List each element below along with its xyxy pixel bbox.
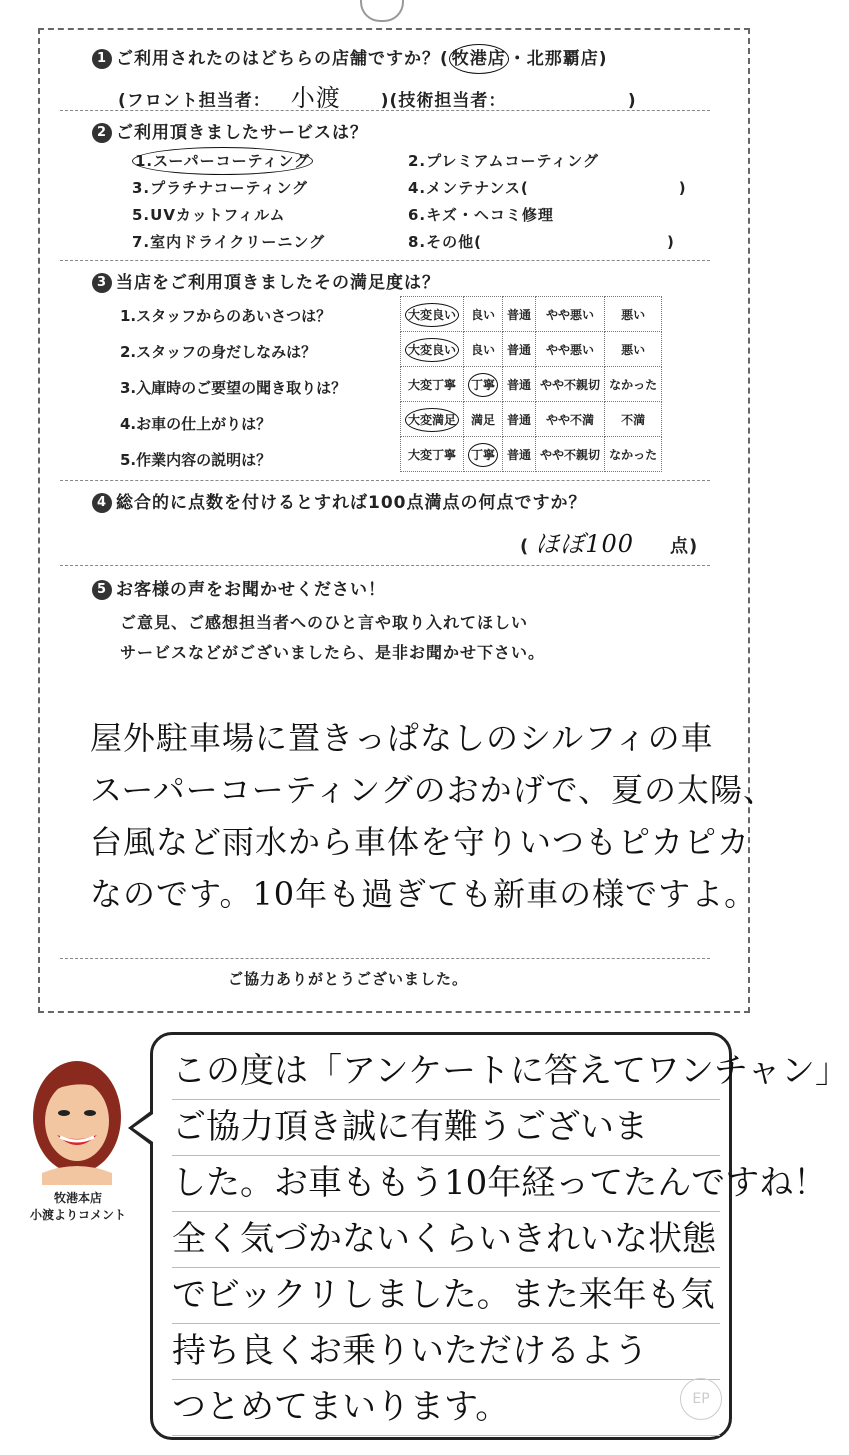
voice-line: スーパーコーティングのおかげで、夏の太陽、: [90, 771, 776, 809]
divider: [60, 480, 710, 481]
q2-title: 2 ご利用頂きましたサービスは？: [92, 118, 368, 143]
satisfaction-option: 普通: [503, 367, 536, 402]
satisfaction-option: 不満: [605, 402, 662, 437]
satisfaction-option: やや不親切: [536, 367, 605, 402]
q4-title: 4 総合的に点数を付けるとすれば100点満点の何点ですか？: [92, 488, 587, 513]
satisfaction-option: 普通: [503, 297, 536, 332]
staff-avatar: [22, 1055, 132, 1185]
q3-row-label: 2.スタッフの身だしなみは？: [120, 343, 317, 361]
voice-line: 屋外駐車場に置きっぱなしのシルフィの車: [90, 719, 714, 757]
satisfaction-option: 普通: [503, 332, 536, 367]
satisfaction-option: 大変満足: [401, 402, 464, 437]
q3-row-label: 1.スタッフからのあいさつは？: [120, 307, 332, 325]
voice-line: 台風など雨水から車体を守りいつもピカピカ: [90, 823, 751, 861]
satisfaction-option: なかった: [605, 367, 662, 402]
satisfaction-row: [401, 297, 662, 332]
thanks-text: ご協力ありがとうございました。: [228, 970, 469, 988]
q5-instructions-2: サービスなどがございましたら、是非お聞かせ下さい。: [120, 643, 546, 662]
front-staff-value: 小渡: [290, 84, 341, 112]
q3-row-label: 5.作業内容の説明は？: [120, 451, 272, 469]
q2-item-4: 4.メンテナンス( ): [408, 179, 687, 197]
ep-stamp: EP: [680, 1378, 722, 1420]
q5-title: 5 お客様の声をお聞かせください！: [92, 575, 386, 600]
comment-line: した。お車ももう10年経ってたんですね！: [172, 1156, 720, 1212]
divider: [60, 110, 710, 111]
satisfaction-option: やや悪い: [536, 332, 605, 367]
comment-line: ご協力頂き誠に有難うございま: [172, 1100, 720, 1156]
satisfaction-option: 大変丁寧: [401, 367, 464, 402]
satisfaction-option: 悪い: [605, 297, 662, 332]
satisfaction-option: 良い: [464, 297, 503, 332]
comment-line: 全く気づかないくらいきれいな状態: [172, 1212, 720, 1268]
score-value: ほぼ100: [535, 530, 635, 558]
q1-staff-line: (フロント担当者： 小渡 )(技術担当者： ): [118, 84, 637, 112]
q4-answer: ( ほぼ100 点): [520, 530, 699, 558]
q5-instructions-1: ご意見、ご感想担当者へのひと言や取り入れてほしい: [120, 613, 529, 632]
q2-item-2: 2.プレミアムコーティング: [408, 152, 599, 170]
q2-item-6: 6.キズ・ヘコミ修理: [408, 206, 554, 224]
q2-item-5: 5.UVカットフィルム: [132, 206, 286, 224]
satisfaction-option: 大変良い: [401, 297, 464, 332]
bubble-tail: [128, 1110, 152, 1146]
q3-title: 3 当店をご利用頂きましたその満足度は？: [92, 268, 440, 293]
satisfaction-option: 大変丁寧: [401, 437, 464, 472]
comment-line: 持ち良くお乗りいただけるよう: [172, 1324, 720, 1380]
satisfaction-option: やや不親切: [536, 437, 605, 472]
comment-line: この度は「アンケートに答えてワンチャン」: [172, 1044, 720, 1100]
satisfaction-option: やや不満: [536, 402, 605, 437]
satisfaction-row: [401, 332, 662, 367]
comment-line: つとめてまいります。: [172, 1380, 720, 1436]
satisfaction-option: 普通: [503, 402, 536, 437]
q1-store-selected: 牧港店: [449, 44, 509, 74]
satisfaction-option: 良い: [464, 332, 503, 367]
satisfaction-option: やや悪い: [536, 297, 605, 332]
satisfaction-option: 丁寧: [464, 437, 503, 472]
voice-line: なのです。10年も過ぎても新車の様ですよ。: [90, 875, 758, 913]
q2-item-1: 1.スーパーコーティング: [132, 150, 313, 171]
satisfaction-option: 悪い: [605, 332, 662, 367]
divider: [60, 958, 710, 959]
satisfaction-row: [401, 367, 662, 402]
q2-item-8: 8.その他( ): [408, 233, 675, 251]
q2-item-7: 7.室内ドライクリーニング: [132, 233, 326, 251]
q3-row-label: 4.お車の仕上がりは？: [120, 415, 272, 433]
q1-line: 1 ご利用されたのはどちらの店舗ですか？( 牧港店 ・北那覇店): [92, 44, 608, 69]
satisfaction-option: 丁寧: [464, 367, 503, 402]
divider: [60, 565, 710, 566]
satisfaction-option: 大変良い: [401, 332, 464, 367]
satisfaction-option: なかった: [605, 437, 662, 472]
divider: [60, 260, 710, 261]
q3-row-label: 3.入庫時のご要望の聞き取りは？: [120, 379, 347, 397]
staff-signature: 牧港本店 小渡よりコメント: [29, 1191, 126, 1222]
customer-voice: [90, 712, 776, 920]
paper-clip: [360, 0, 404, 22]
satisfaction-table: [400, 296, 662, 472]
satisfaction-row: [401, 437, 662, 472]
comment-line: でビックリしました。また来年も気: [172, 1268, 720, 1324]
satisfaction-row: [401, 402, 662, 437]
satisfaction-option: 満足: [464, 402, 503, 437]
q1-number: 1: [92, 49, 112, 69]
staff-comment: [172, 1044, 849, 1436]
q2-item-3: 3.プラチナコーティング: [132, 179, 309, 197]
satisfaction-option: 普通: [503, 437, 536, 472]
